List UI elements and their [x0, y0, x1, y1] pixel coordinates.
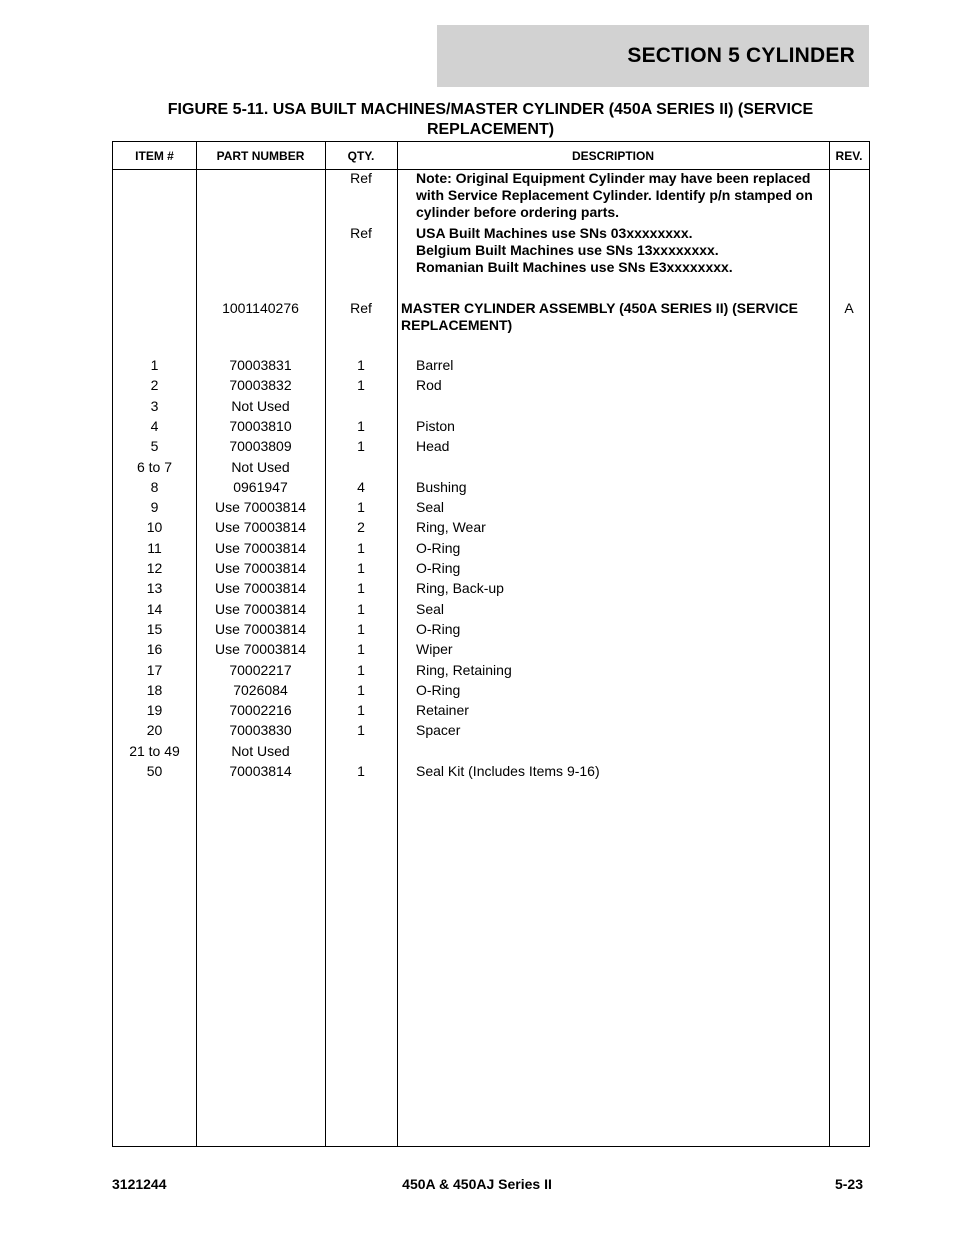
- item-number: 14: [146, 600, 163, 617]
- description: O-Ring: [416, 539, 461, 556]
- note-text: [416, 225, 826, 276]
- part-number: Use 70003814: [214, 580, 307, 597]
- quantity: 1: [357, 620, 365, 637]
- item-number: 5: [150, 438, 159, 455]
- item-number: 9: [150, 499, 159, 516]
- description: Retainer: [416, 702, 469, 719]
- item-number: 13: [146, 580, 163, 597]
- quantity: 1: [357, 357, 365, 373]
- figure-title-line-1: FIGURE 5-11. USA BUILT MACHINES/MASTER CYLINDER (450A SERIES II) (SERVICE: [167, 101, 814, 118]
- description: Seal: [416, 600, 445, 617]
- assembly-qty: Ref: [350, 300, 372, 316]
- description: Ring, Wear: [416, 519, 486, 536]
- item-number: 21 to 49: [129, 742, 180, 759]
- part-number: 70002216: [229, 702, 292, 719]
- item-number: 19: [146, 702, 163, 719]
- column-header-description: DESCRIPTION: [571, 148, 654, 163]
- item-number: 10: [146, 519, 163, 536]
- description: Wiper: [416, 641, 453, 658]
- column-divider: [829, 142, 830, 1146]
- part-number: Use 70003814: [214, 499, 307, 516]
- note-line: with Service Replacement Cylinder. Identify p/n stamped on: [416, 187, 813, 203]
- part-number: 70003809: [229, 438, 292, 455]
- part-number: Use 70003814: [214, 600, 307, 617]
- column-header-qty: QTY.: [347, 148, 375, 163]
- part-number: 70003814: [229, 763, 292, 779]
- description: Ring, Back-up: [416, 580, 504, 597]
- item-number: 18: [146, 681, 163, 698]
- item-number: 4: [150, 417, 159, 434]
- column-header-rev: REV.: [835, 148, 863, 163]
- footer-model: 450A & 450AJ Series II: [402, 1176, 552, 1192]
- description: Barrel: [416, 357, 454, 373]
- quantity: 1: [357, 560, 365, 576]
- item-number: 1: [150, 357, 159, 373]
- part-number: 70003831: [229, 357, 292, 373]
- description: Bushing: [416, 478, 467, 495]
- section-title: SECTION 5 CYLINDER: [627, 44, 855, 67]
- part-number: 70003830: [229, 722, 292, 739]
- description: Rod: [416, 377, 442, 394]
- quantity: 1: [357, 763, 365, 779]
- note-qty: Ref: [350, 170, 372, 186]
- note-line: Belgium Built Machines use SNs 13xxxxxxxx.: [416, 242, 719, 258]
- assembly-description-line: MASTER CYLINDER ASSEMBLY (450A SERIES II) (SERVICE: [401, 300, 799, 316]
- note-line: Romanian Built Machines use SNs E3xxxxxxxx.: [416, 259, 733, 275]
- description: Seal: [416, 499, 445, 516]
- quantity: 1: [357, 681, 365, 698]
- quantity: 1: [357, 539, 365, 556]
- item-number: 20: [146, 722, 163, 739]
- item-number: 2: [150, 377, 159, 394]
- item-number: 11: [147, 539, 162, 556]
- description: Ring, Retaining: [416, 661, 512, 678]
- quantity: 1: [357, 702, 365, 719]
- quantity: 1: [357, 600, 365, 617]
- part-number: 70002217: [229, 661, 292, 678]
- footer-page-number: 5-23: [834, 1176, 863, 1192]
- assembly-rev: A: [844, 300, 854, 316]
- description: Spacer: [416, 722, 461, 739]
- part-number: 70003810: [229, 417, 292, 434]
- section-header: [437, 25, 869, 87]
- part-number: Not Used: [231, 397, 290, 414]
- part-number: Use 70003814: [214, 560, 307, 576]
- footer-document-number: 3121244: [112, 1176, 167, 1192]
- part-number: Use 70003814: [214, 519, 307, 536]
- part-number: 7026084: [233, 681, 288, 698]
- part-number: 70003832: [229, 377, 292, 394]
- item-number: 17: [146, 661, 163, 678]
- item-number: 16: [146, 641, 163, 658]
- assembly-description: [401, 300, 821, 334]
- quantity: 1: [357, 438, 365, 455]
- description: Piston: [416, 417, 455, 434]
- column-header-part-number: PART NUMBER: [216, 148, 305, 163]
- item-number: 6 to 7: [136, 458, 173, 475]
- item-number: 3: [150, 397, 159, 414]
- quantity: 1: [357, 641, 365, 658]
- description: O-Ring: [416, 560, 461, 576]
- assembly-description-line: REPLACEMENT): [401, 317, 513, 333]
- item-number: 15: [146, 620, 163, 637]
- item-number: 12: [146, 560, 163, 576]
- part-number: Use 70003814: [214, 641, 307, 658]
- note-text: [416, 170, 826, 221]
- description: O-Ring: [416, 681, 461, 698]
- note-qty: Ref: [350, 225, 372, 241]
- part-number: Not Used: [231, 458, 290, 475]
- note-line: USA Built Machines use SNs 03xxxxxxxx.: [416, 225, 693, 241]
- description: O-Ring: [416, 620, 461, 637]
- figure-title: [112, 100, 869, 140]
- quantity: 1: [357, 499, 365, 516]
- part-number: Use 70003814: [214, 620, 307, 637]
- description: Head: [416, 438, 450, 455]
- parts-table: [112, 141, 870, 1147]
- part-number: Not Used: [231, 742, 290, 759]
- item-number: 50: [146, 763, 163, 779]
- quantity: 1: [357, 417, 365, 434]
- quantity: 1: [357, 661, 365, 678]
- part-number: 0961947: [233, 478, 288, 495]
- quantity: 2: [357, 519, 365, 536]
- column-divider: [397, 142, 398, 1146]
- assembly-part-number: 1001140276: [222, 300, 299, 316]
- item-number: 8: [150, 478, 159, 495]
- quantity: 1: [357, 377, 365, 394]
- quantity: 4: [357, 478, 365, 495]
- quantity: 1: [357, 722, 365, 739]
- description: Seal Kit (Includes Items 9-16): [416, 763, 600, 779]
- note-line: cylinder before ordering parts.: [416, 204, 620, 220]
- note-line: Note: Original Equipment Cylinder may have been replaced: [416, 170, 811, 186]
- column-header-item: ITEM #: [135, 148, 174, 163]
- quantity: 1: [357, 580, 365, 597]
- figure-title-line-2: REPLACEMENT): [426, 121, 555, 138]
- part-number: Use 70003814: [214, 539, 307, 556]
